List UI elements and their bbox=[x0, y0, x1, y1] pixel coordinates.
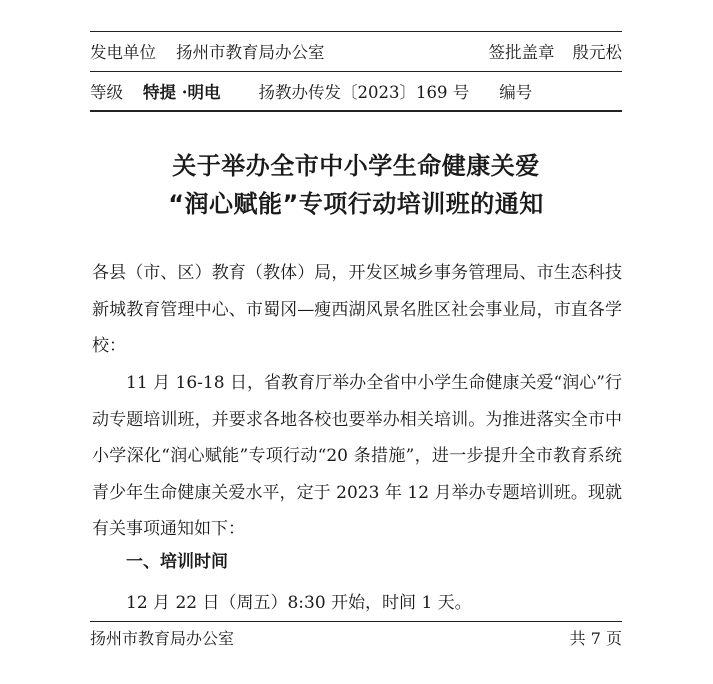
grade-label: 等级 bbox=[90, 83, 123, 102]
salutation: 各县（市、区）教育（教体）局，开发区城乡事务管理局、市生态科技新城教育管理中心、市蜀冈—瘦西湖风景名胜区社会事业局，市直各学校： bbox=[92, 263, 622, 356]
footer-office: 扬州市教育局办公室 bbox=[90, 629, 235, 648]
document-title-line-1: 关于举办全市中小学生命健康关爱 bbox=[172, 152, 540, 180]
sender-label: 发电单位 bbox=[90, 43, 156, 62]
document-title-line-2: “润心赋能”专项行动培训班的通知 bbox=[168, 190, 544, 218]
grade-value: 特提 ·明电 bbox=[143, 83, 221, 102]
training-time-text: 12 月 22 日（周五）8:30 开始，时间 1 天。 bbox=[126, 593, 472, 613]
body-paragraph: 11 月 16-18 日，省教育厅举办全省中小学生命健康关爱“润心”行动专题培训班，并要求各地各校也要举办相关培训。为推进落实全市中小学深化“润心赋能”专项行动“20 条措施”，进一步提升全市教育系统青少年生命健康关爱水平，定于 2023 年 12 月举办专题培训班。现就有关事项通知如下： bbox=[92, 373, 622, 539]
signer-label: 签批盖章 bbox=[488, 43, 555, 62]
section-heading-training-time: 一、培训时间 bbox=[126, 552, 228, 572]
header-grade-row bbox=[90, 73, 622, 109]
sender-value: 扬州市教育局办公室 bbox=[176, 43, 325, 62]
header-middle-rule bbox=[90, 71, 622, 72]
serial-label: 编号 bbox=[499, 83, 533, 102]
doc-number: 扬教办传发〔2023〕169 号 bbox=[258, 83, 470, 102]
header-sender-row bbox=[90, 33, 622, 69]
page-count: 共 7 页 bbox=[569, 629, 622, 648]
footer-rule bbox=[90, 621, 622, 622]
header-bottom-rule bbox=[90, 110, 622, 112]
header-top-rule bbox=[90, 31, 622, 32]
signer-value: 殷元松 bbox=[572, 43, 622, 62]
page-footer bbox=[90, 626, 622, 649]
